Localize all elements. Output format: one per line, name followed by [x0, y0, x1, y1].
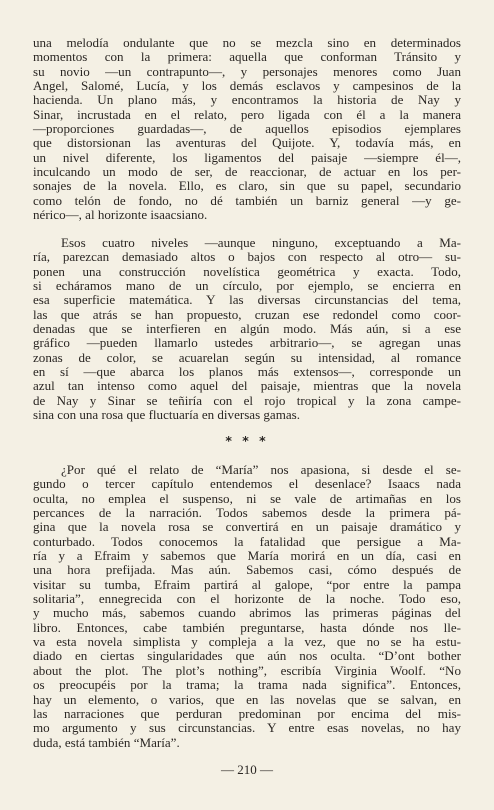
- text-line: percances de la narración. Todos sabemos desde la primera pá-: [33, 505, 461, 521]
- text-line: un nivel diferente, los ligamentos del paisaje —siempre él—,: [33, 149, 461, 165]
- text-line: y mucho más, sabemos cuando abrimos las primeras páginas del: [33, 605, 461, 621]
- text-line: about the plot. The plot’s nothing”, escribía Virginia Woolf. “No: [33, 662, 461, 678]
- page-number: — 210 —: [221, 762, 273, 777]
- text-line: momentos con la primera: aquella que conforman Tránsito y: [33, 49, 461, 65]
- text-line: hacienda. Un plano más, y encontramos la historia de Nay y: [33, 92, 461, 108]
- text-line: —proporciones guardadas—, de aquellos episodios ejemplares: [33, 121, 461, 137]
- text-line: denadas que se interfieren en algún modo. Más aún, si a ese: [33, 321, 461, 337]
- text-line: hay un elemento, o varios, que en las novelas que se salvan, en: [33, 691, 461, 707]
- text-line: va esta novela simplista y compleja a la vez, que no se ha estu-: [33, 634, 461, 650]
- text-line: ponen una construcción novelística geométrica y exacta. Todo,: [33, 263, 461, 279]
- text-line: Sinar, incrustada en el relato, pero ligada con él a la manera: [33, 106, 461, 122]
- text-line: ¿Por qué el relato de “María” nos apasiona, si desde el se-: [61, 462, 461, 477]
- text-line: una melodía ondulante que no se mezcla sino en determinados: [33, 35, 461, 50]
- text-line: una hora prefijada. Mas aún. Sabemos casi, cómo después de: [33, 562, 461, 578]
- section-separator: * * *: [225, 433, 269, 448]
- text-line: gina que la novela rosa se convertirá en un paisaje dramático y: [33, 519, 461, 535]
- text-line: que distorsionan las aventuras del Quijote. Y, todavía más, en: [33, 135, 461, 151]
- text-line: duda, está también “María”.: [33, 734, 180, 750]
- paragraph-1: [33, 36, 461, 222]
- text-line: Esos cuatro niveles —aunque ninguno, exceptuando a Ma-: [61, 235, 461, 250]
- text-line: zonas de color, se acuarelan según su intensidad, al romance: [33, 349, 461, 365]
- text-line: diado en ciertas singularidades que aún nos oculta. “D’ont bother: [33, 648, 461, 664]
- text-line: libro. Entonces, cabe también preguntarse, hasta dónde nos lle-: [33, 619, 461, 635]
- text-line: os preocupéis por la trama; la trama nada significa”. Entonces,: [33, 677, 461, 693]
- text-line: gráfico —pueden llamarlo ustedes arbitrario—, se agregan unas: [33, 335, 461, 351]
- text-line: mo argumento y sus circunstancias. Y entre esas novelas, no hay: [33, 720, 461, 736]
- text-line: solitaria”, ennegrecida con el horizonte de la noche. Todo eso,: [33, 591, 461, 607]
- text-line: azul tan intenso como aquel del paisaje, mientras que la novela: [33, 378, 461, 394]
- text-line: esa superficie matemática. Y las diversas circunstancias del tema,: [33, 292, 461, 308]
- text-line: como telón de fondo, no dé también un barniz general —y ge-: [33, 192, 461, 208]
- text-line: sina con una rosa que fluctuaría en diversas gamas.: [33, 407, 301, 423]
- text-line: las narraciones que perduran predominan por encima del mis-: [33, 705, 461, 721]
- text-line: ría y a Efraim y sabemos que María morirá en un día, casi en: [33, 548, 461, 564]
- text-line: oculta, no emplea el suspenso, ni se vale de artimañas en los: [33, 490, 461, 506]
- text-line: su novio —un contrapunto—, y personajes menores como Juan: [33, 63, 461, 79]
- text-line: gundo o tercer capítulo entendemos el desenlace? Isaacs nada: [33, 476, 461, 492]
- paragraph-2: [33, 236, 461, 422]
- text-line: si echáramos mano de un círculo, por ejemplo, se encierra en: [33, 278, 461, 294]
- text-line: conturbado. Todos conocemos la fatalidad que persigue a Ma-: [33, 533, 461, 549]
- text-line: Angel, Salomé, Lucía, y los demás esclavos y campesinos de la: [33, 78, 461, 94]
- text-line: de Nay y Sinar se teñiría con el rojo tropical y la zona campe-: [33, 392, 461, 408]
- text-line: las que atrás se han propuesto, cruzan ese redondel como coor-: [33, 306, 461, 322]
- text-line: en sí —que abarca los planos más extensos—, corresponde un: [33, 364, 461, 380]
- text-line: inculcando un modo de ser, de reaccionar, de actuar en los per-: [33, 164, 461, 180]
- paragraph-3: [33, 463, 461, 750]
- text-line: sonajes de la novela. Ello, es claro, sin que su papel, secundario: [33, 178, 461, 194]
- text-line: nérico—, al horizonte isaacsiano.: [33, 207, 208, 223]
- text-line: ría, parezcan demasiado altos o bajos con respecto al otro— su-: [33, 249, 461, 265]
- text-line: visitar su tumba, Efraim partirá al galope, “por entre la pampa: [33, 576, 461, 592]
